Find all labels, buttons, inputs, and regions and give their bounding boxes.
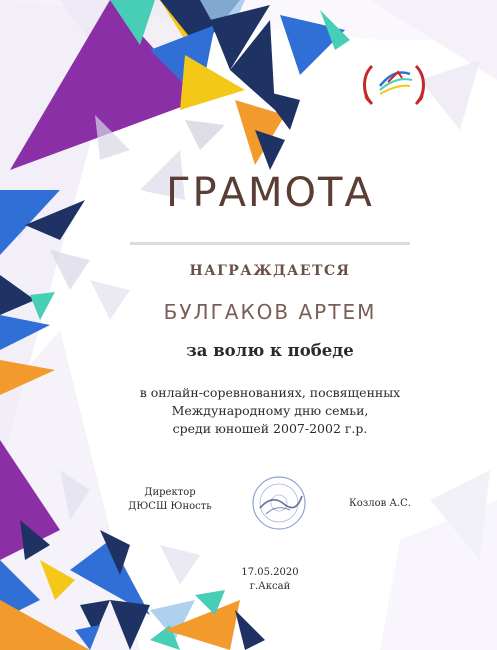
certificate-title: ГРАМОТА: [166, 170, 374, 216]
awarded-label: НАГРАЖДАЕТСЯ: [189, 263, 351, 279]
official-stamp: [250, 474, 308, 532]
award-description: [115, 384, 425, 438]
issue-place: г.Аксай: [249, 581, 291, 592]
signatory-title: [120, 486, 220, 514]
signatory-title-line: Директор: [144, 487, 196, 498]
title-divider: [130, 242, 410, 245]
recipient-name: БУЛГАКОВ АРТЕМ: [163, 300, 377, 324]
description-line: среди юношей 2007-2002 г.р.: [172, 421, 368, 437]
signatory-name: Козлов А.С.: [349, 498, 411, 509]
school-logo: [358, 54, 430, 120]
signatory-title-line: ДЮСШ Юность: [128, 501, 212, 512]
award-reason: за волю к победе: [186, 341, 354, 360]
issue-date: 17.05.2020: [241, 567, 299, 578]
description-line: Международному дню семьи,: [171, 403, 369, 419]
description-line: в онлайн-соревнованиях, посвященных: [139, 385, 401, 400]
issue-date-place: [220, 566, 320, 594]
